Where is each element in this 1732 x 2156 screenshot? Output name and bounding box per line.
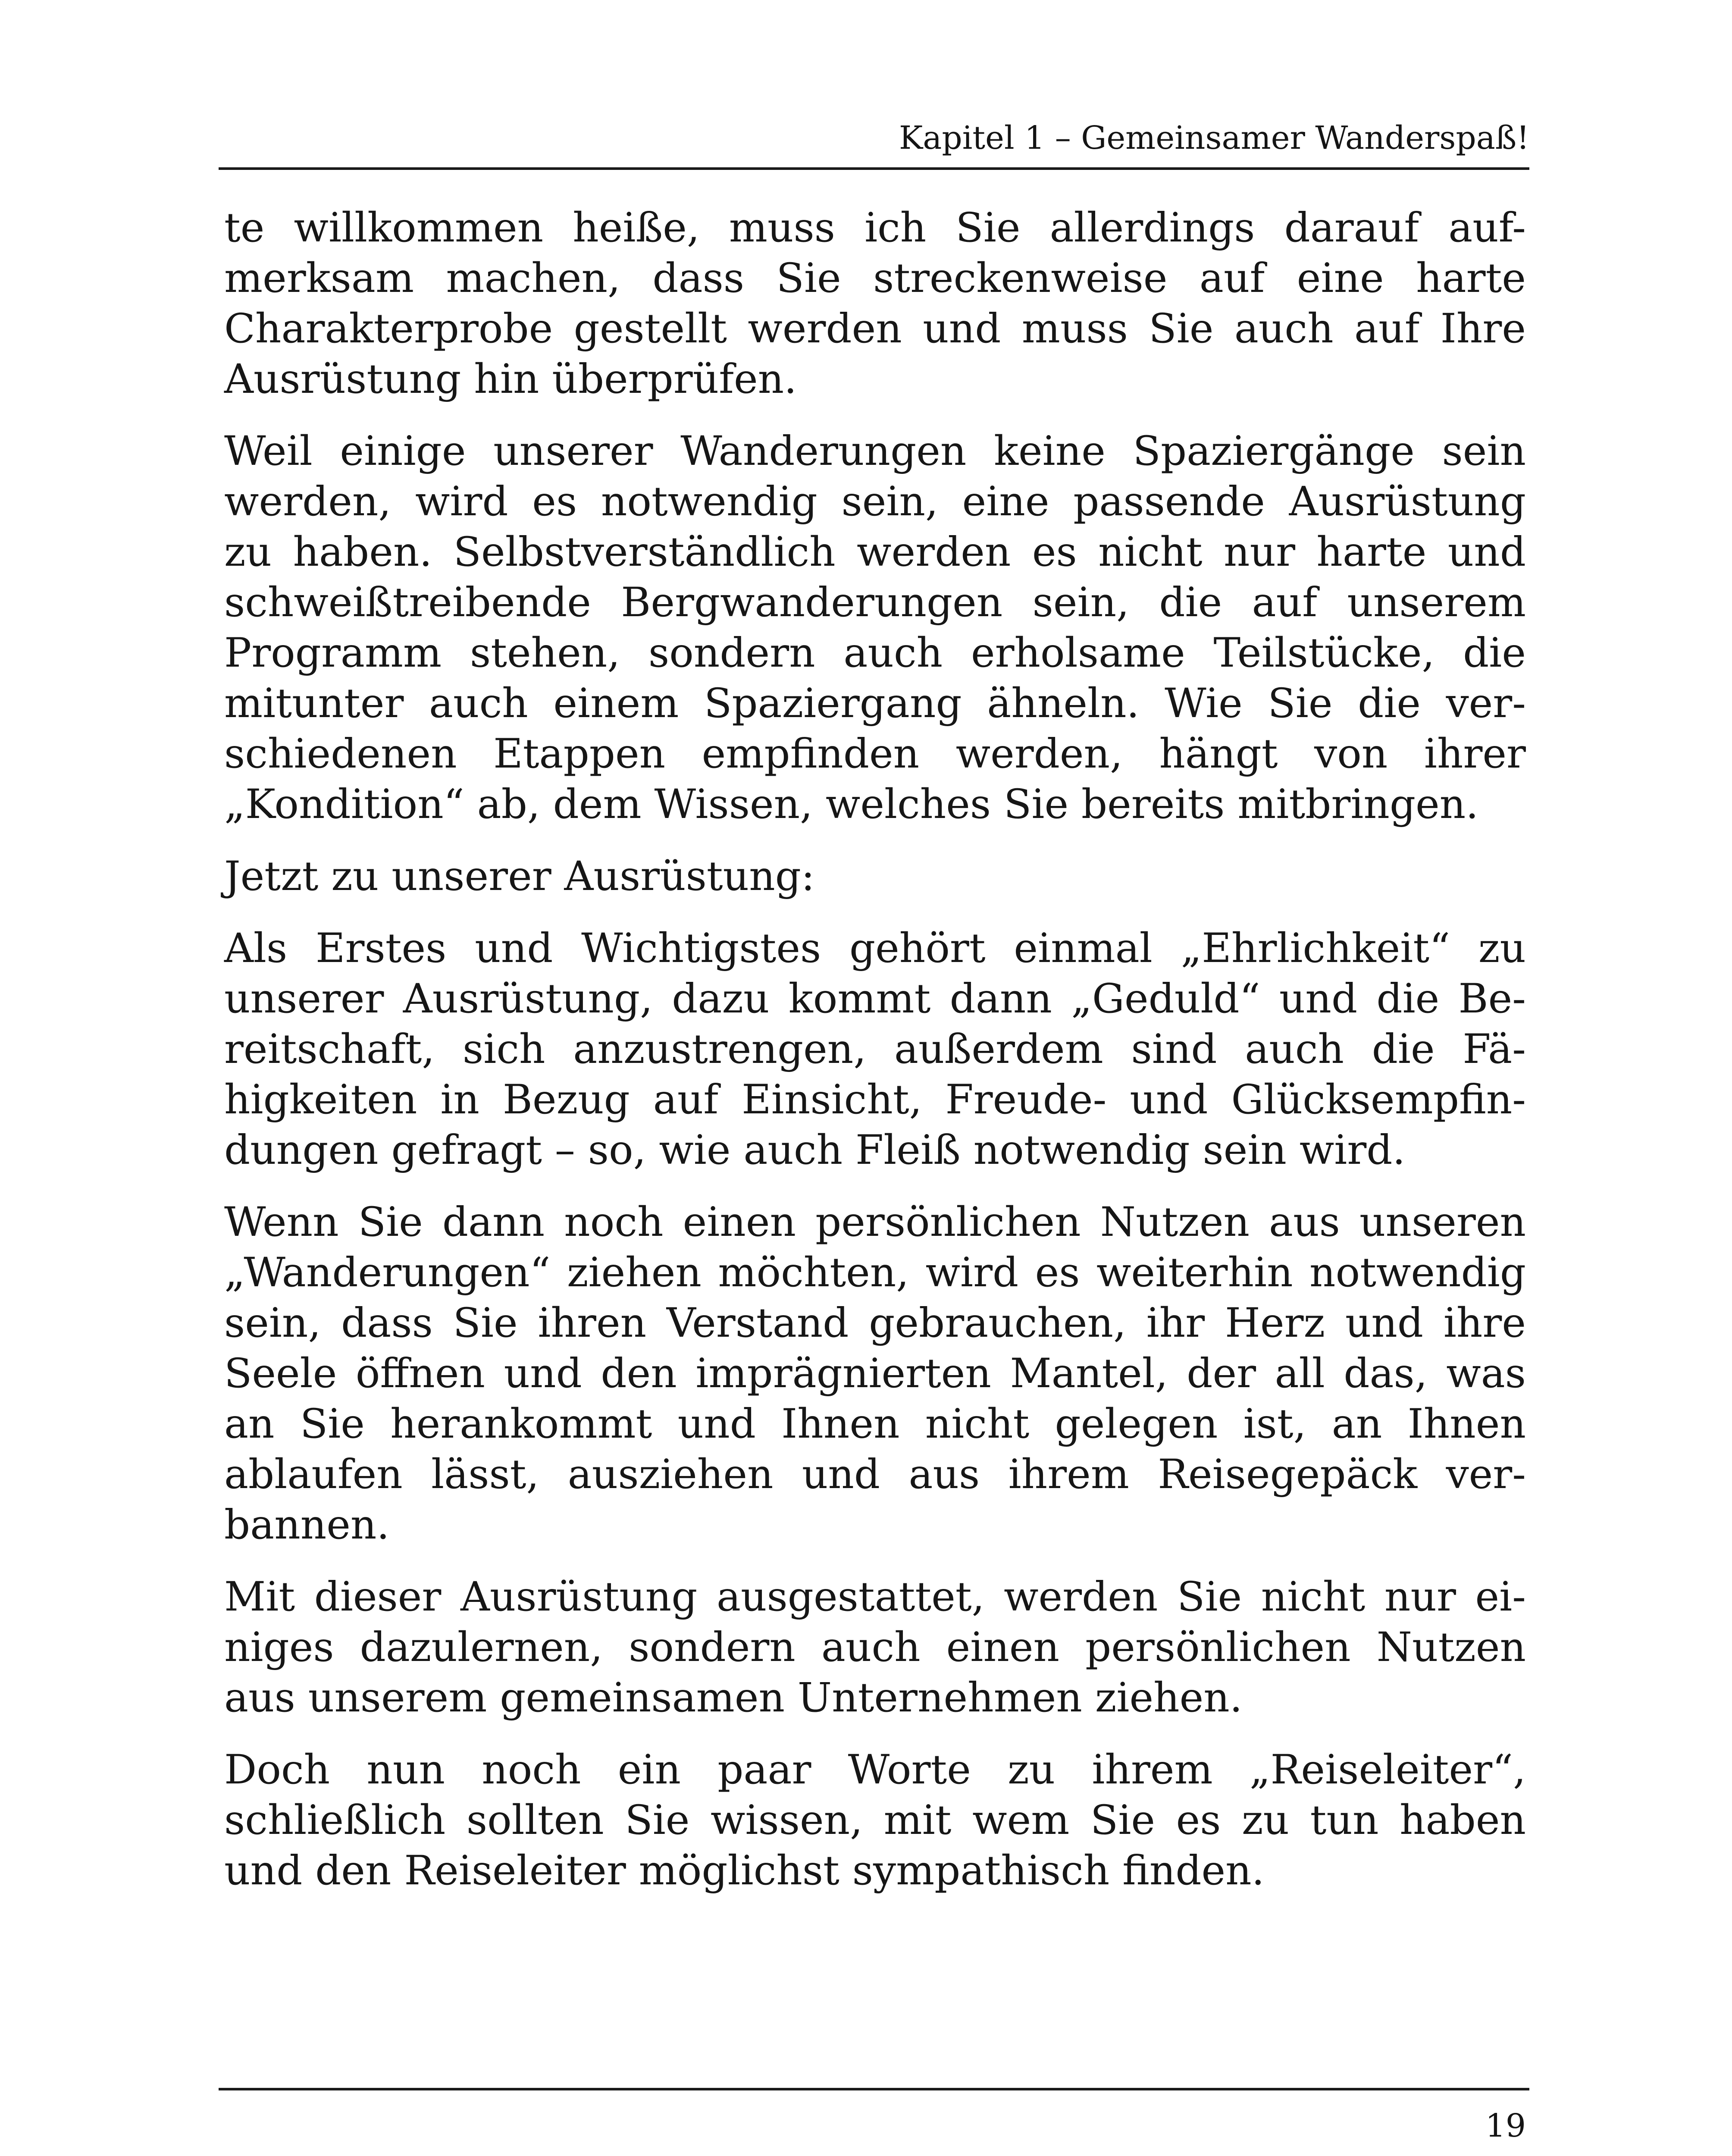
paragraph (224, 851, 1526, 902)
text-line: mitunter auch einem Spaziergang ähneln. Wie Sie die ver- (224, 680, 1526, 727)
text-line: werden, wird es notwendig sein, eine passende Ausrüstung (224, 478, 1526, 525)
text-line: schweißtreibende Bergwanderungen sein, die auf unserem (224, 579, 1526, 626)
text-line: schließlich sollten Sie wissen, mit wem Sie es zu tun haben (224, 1797, 1526, 1844)
text-line: sein, dass Sie ihren Verstand gebrauchen, ihr Herz und ihre (224, 1300, 1526, 1347)
paragraph (224, 1745, 1526, 1896)
text-line: Mit dieser Ausrüstung ausgestattet, werden Sie nicht nur ei- (224, 1573, 1526, 1620)
paragraph (224, 923, 1526, 1175)
paragraph (224, 1197, 1526, 1550)
text-line: schiedenen Etappen empfinden werden, hängt von ihrer (224, 730, 1526, 777)
paragraph (224, 203, 1526, 404)
text-line: te willkommen heiße, muss ich Sie allerdings darauf auf- (224, 204, 1526, 251)
text-line: Doch nun noch ein paar Worte zu ihrem „Reiseleiter“, (224, 1746, 1526, 1793)
text-line: dungen gefragt – so, wie auch Fleiß notwendig sein wird. (224, 1127, 1406, 1174)
text-line: und den Reiseleiter möglichst sympathisch finden. (224, 1847, 1265, 1894)
body-text (224, 203, 1526, 1918)
text-line: „Wanderungen“ ziehen möchten, wird es weiterhin notwendig (224, 1249, 1526, 1296)
text-line: Als Erstes und Wichtigstes gehört einmal „Ehrlichkeit“ zu (224, 925, 1526, 972)
text-line: unserer Ausrüstung, dazu kommt dann „Geduld“ und die Be- (224, 975, 1526, 1022)
text-line: Ausrüstung hin überprüfen. (224, 356, 797, 403)
text-line: merksam machen, dass Sie streckenweise auf eine harte (224, 255, 1526, 302)
text-line: zu haben. Selbstverständlich werden es nicht nur harte und (224, 529, 1526, 576)
text-line: niges dazulernen, sondern auch einen persönlichen Nutzen (224, 1624, 1526, 1671)
footer-rule (219, 2088, 1529, 2090)
paragraph (224, 1572, 1526, 1723)
text-line: Jetzt zu unserer Ausrüstung: (224, 853, 815, 900)
text-line: Seele öffnen und den imprägnierten Mantel, der all das, was (224, 1350, 1526, 1397)
text-line: reitschaft, sich anzustrengen, außerdem sind auch die Fä- (224, 1026, 1526, 1073)
text-line: Weil einige unserer Wanderungen keine Spaziergänge sein (224, 428, 1526, 475)
text-line: bannen. (224, 1501, 390, 1548)
header-rule (219, 167, 1529, 170)
text-line: aus unserem gemeinsamen Unternehmen ziehen. (224, 1674, 1243, 1721)
page-number: 19 (1485, 2107, 1526, 2144)
text-line: an Sie herankommt und Ihnen nicht gelegen ist, an Ihnen (224, 1401, 1526, 1448)
paragraph (224, 426, 1526, 830)
text-line: „Kondition“ ab, dem Wissen, welches Sie bereits mitbringen. (224, 781, 1479, 828)
text-line: higkeiten in Bezug auf Einsicht, Freude- und Glücksempfin- (224, 1076, 1526, 1123)
text-line: ablaufen lässt, ausziehen und aus ihrem Reisegepäck ver- (224, 1451, 1526, 1498)
text-line: Programm stehen, sondern auch erholsame Teilstücke, die (224, 630, 1526, 677)
text-line: Charakterprobe gestellt werden und muss Sie auch auf Ihre (224, 305, 1526, 352)
text-line: Wenn Sie dann noch einen persönlichen Nutzen aus unseren (224, 1199, 1526, 1246)
running-head: Kapitel 1 – Gemeinsamer Wanderspaß! (899, 119, 1529, 157)
